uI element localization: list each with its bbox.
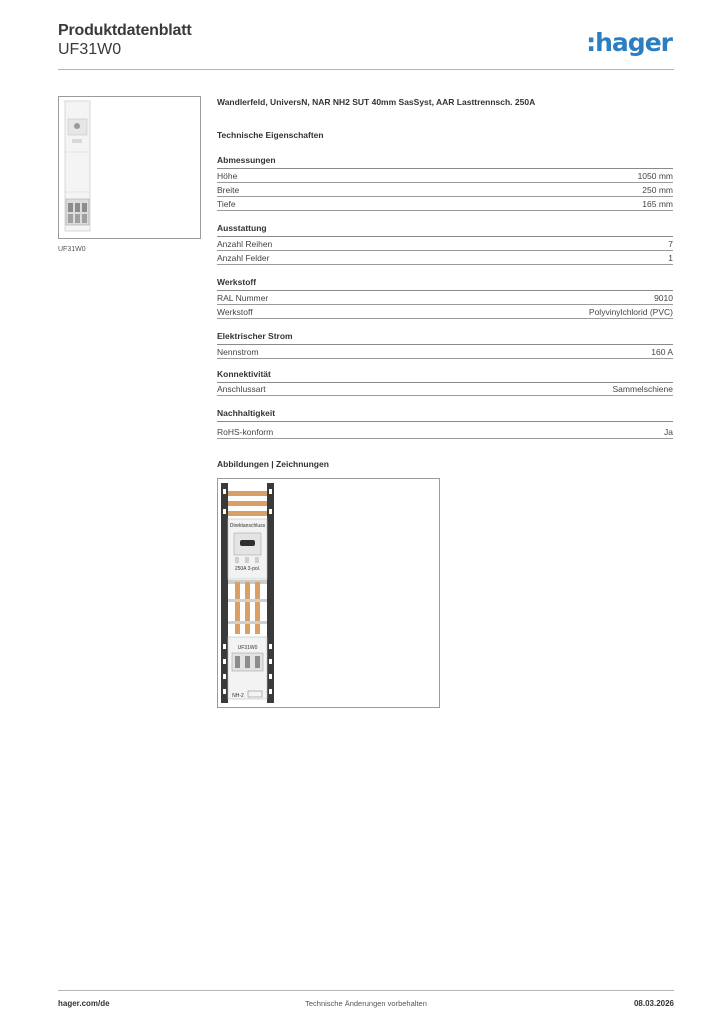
spec-row — [217, 291, 673, 305]
spec-value: 7 — [668, 239, 673, 249]
spec-value: 165 mm — [642, 199, 673, 209]
footer-notice: Technische Änderungen vorbehalten — [305, 999, 427, 1008]
product-image-illustration — [59, 97, 200, 238]
specs-section-title: Technische Eigenschaften — [217, 130, 324, 140]
spec-group-title: Werkstoff — [217, 277, 673, 291]
spec-value: 1 — [668, 253, 673, 263]
document-title: Produktdatenblatt — [58, 22, 192, 39]
spec-group-title: Elektrischer Strom — [217, 331, 673, 345]
product-code: UF31W0 — [58, 41, 122, 58]
spec-value: Ja — [664, 427, 673, 437]
spec-group-title: Nachhaltigkeit — [217, 408, 673, 422]
spec-label: Breite — [217, 185, 240, 195]
spec-label: Anzahl Reihen — [217, 239, 273, 249]
product-image-caption: UF31W0 — [58, 246, 86, 253]
product-description: Wandlerfeld, UniversN, NAR NH2 SUT 40mm SasSyst, AAR Lasttrennsch. 250A — [217, 97, 536, 107]
spec-value: Polyvinylchlorid (PVC) — [588, 307, 673, 317]
page-footer — [58, 990, 674, 1010]
spec-row — [217, 251, 673, 265]
spec-row — [217, 425, 673, 439]
spec-value: 1050 mm — [637, 171, 673, 181]
label-direct-connection: Direktanschluss — [229, 523, 266, 529]
page-header — [58, 22, 674, 70]
spec-row — [217, 197, 673, 211]
hager-logo: :hager — [586, 28, 672, 57]
spec-label: Nennstrom — [217, 347, 259, 357]
spec-value: Sammelschiene — [612, 384, 673, 394]
spec-label: Anschlussart — [217, 384, 266, 394]
footer-date: 08.03.2026 — [633, 999, 674, 1008]
spec-row — [217, 169, 673, 183]
product-image — [58, 96, 201, 239]
spec-value: 9010 — [654, 293, 673, 303]
spec-label: Tiefe — [217, 199, 236, 209]
drawings-section-title: Abbildungen | Zeichnungen — [217, 459, 329, 469]
label-module: UF31W0 — [237, 645, 258, 651]
spec-label: RoHS-konform — [217, 427, 274, 437]
spec-row — [217, 183, 673, 197]
technical-drawing — [217, 478, 440, 708]
spec-group-title: Konnektivität — [217, 369, 673, 383]
spec-row — [217, 237, 673, 251]
spec-group-title: Ausstattung — [217, 223, 673, 237]
footer-website: hager.com/de — [58, 999, 110, 1008]
spec-label: Höhe — [217, 171, 238, 181]
spec-label: Werkstoff — [217, 307, 253, 317]
spec-label: Anzahl Felder — [217, 253, 270, 263]
spec-row — [217, 305, 673, 319]
spec-row — [217, 382, 673, 396]
label-switch: 250A 3-pol. — [234, 566, 261, 572]
technical-drawing-illustration — [218, 479, 439, 707]
spec-group-title: Abmessungen — [217, 155, 673, 169]
spec-label: RAL Nummer — [217, 293, 269, 303]
spec-value: 250 mm — [642, 185, 673, 195]
spec-row — [217, 345, 673, 359]
spec-value: 160 A — [651, 347, 673, 357]
label-fuse: NH-2 — [232, 693, 244, 699]
